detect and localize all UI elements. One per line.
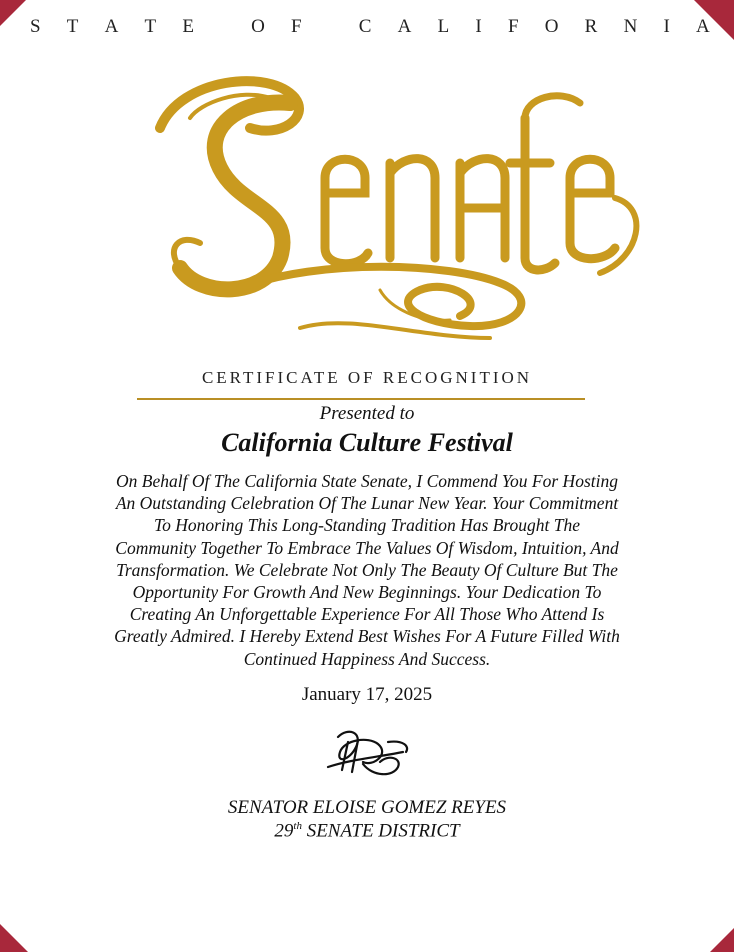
- body-line: On Behalf Of The California State Senate, I Commend You For Hosting: [116, 471, 618, 491]
- district-number: 29: [274, 820, 294, 842]
- senator-name: SENATOR ELOISE GOMEZ REYES: [227, 797, 507, 818]
- state-header-letter: C: [358, 16, 372, 37]
- state-header-letter: O: [251, 16, 265, 37]
- state-header-letter: T: [66, 16, 79, 37]
- state-header-letter: A: [104, 16, 119, 37]
- body-line: Greatly Admired. I Hereby Extend Best Wishes For A Future Filled With: [114, 626, 620, 647]
- state-header-letter: E: [182, 16, 194, 37]
- state-header-letter: A: [696, 16, 710, 37]
- state-header-letter: S: [30, 16, 41, 37]
- state-header-letter: F: [291, 16, 302, 37]
- corner-accent-top-left: [0, 0, 26, 26]
- body-line: Opportunity For Growth And New Beginnings. Your Dedication To: [132, 582, 602, 603]
- recipient-name: California Culture Festival: [221, 428, 513, 457]
- certificate-date: January 17, 2025: [301, 684, 433, 705]
- state-header-letter: O: [544, 16, 559, 37]
- corner-accent-bottom-right: [710, 928, 734, 952]
- certificate-title: CERTIFICATE OF RECOGNITION: [201, 368, 533, 387]
- state-header-letter: I: [663, 16, 670, 37]
- state-header-letter: I: [475, 16, 482, 37]
- state-header-letter: [220, 16, 225, 38]
- handwritten-signature: [318, 722, 418, 782]
- commendation-text: [80, 470, 654, 670]
- body-line: Continued Happiness And Success.: [243, 648, 491, 669]
- body-line: An Outstanding Celebration Of The Lunar New Year. Your Commitment: [115, 493, 619, 514]
- body-line: Transformation. We Celebrate Not Only The Beauty Of Culture But The: [116, 559, 618, 580]
- state-header-letter: N: [623, 16, 638, 37]
- state-header-letter: [328, 16, 333, 38]
- state-header-letter: A: [397, 16, 412, 37]
- presented-to-label: Presented to: [319, 403, 415, 424]
- corner-accent-bottom-left: [0, 924, 28, 952]
- state-header-letter: R: [584, 16, 598, 37]
- state-of-california-header: [30, 16, 710, 38]
- state-header-letter: T: [144, 16, 157, 37]
- senate-calligraphy-logo: [120, 58, 640, 348]
- district-suffix: th: [293, 820, 302, 832]
- district-label: SENATE DISTRICT: [306, 820, 460, 842]
- body-line: Creating An Unforgettable Experience For All Those Who Attend Is: [129, 604, 605, 625]
- state-header-letter: L: [437, 16, 450, 37]
- gold-divider-rule: [137, 398, 585, 400]
- state-header-letter: F: [507, 16, 519, 37]
- body-line: To Honoring This Long-Standing Tradition Has Brought The: [153, 515, 581, 536]
- senate-district: [0, 820, 734, 842]
- body-line: Community Together To Embrace The Values Of Wisdom, Intuition, And: [115, 537, 619, 558]
